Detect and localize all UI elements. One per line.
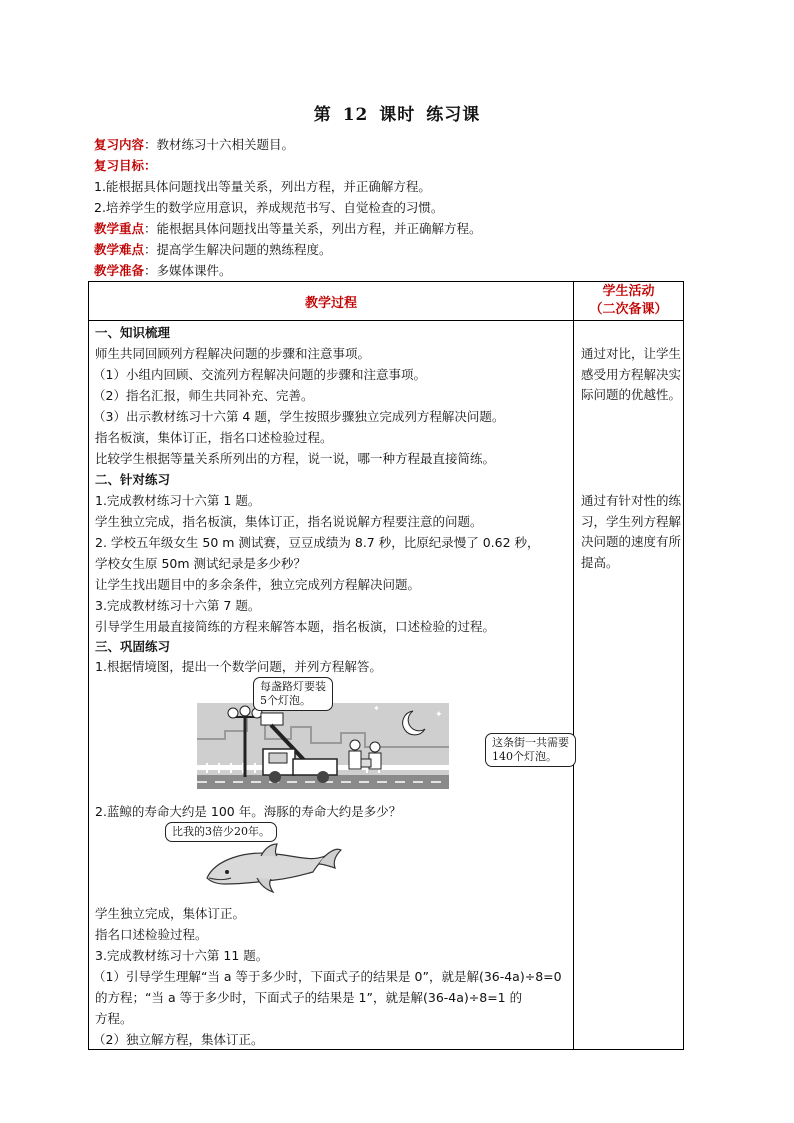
text-line: 师生共同回顾列方程解决问题的步骤和注意事项。 — [95, 346, 371, 361]
header-divider — [89, 320, 683, 321]
text-line: 1.完成教材练习十六第 1 题。 — [95, 493, 261, 508]
header-second-prep: （二次备课） — [589, 302, 668, 317]
goal-1: 1.能根据具体问题找出等量关系，列出方程，并正确解方程。 — [94, 179, 431, 194]
difficulty: ：提高学生解决问题的熟练程度。 — [144, 242, 332, 257]
text-line: 指名板演，集体订正，指名口述检验过程。 — [95, 430, 333, 445]
text-line: 2. 学校五年级女生 50 m 测试赛，豆豆成绩为 8.7 秒，比原纪录慢了 0.62 秒， — [95, 535, 540, 550]
header-teaching-process: 教学过程 — [304, 295, 357, 311]
student-activity-note-1: 通过对比，让学生感受用方程解决实际问题的优越性。 — [581, 346, 682, 402]
difficulty-label: 教学难点 — [94, 242, 145, 257]
text-line: 学生独立完成，指名板演，集体订正，指名说说解方程要注意的问题。 — [95, 514, 483, 529]
svg-text:✦: ✦ — [435, 710, 443, 720]
text-line: 的方程；“当 a 等于多少时，下面式子的结果是 1”，就是解(36-4a)÷8=1 的 — [95, 990, 523, 1005]
text-line: 指名口述检验过程。 — [95, 927, 208, 942]
text-line: 1.根据情境图，提出一个数学问题，并列方程解答。 — [95, 659, 382, 674]
section-heading: 一、知识梳理 — [95, 325, 171, 340]
lamp-bubble-line-2: 5个灯泡。 — [260, 694, 311, 707]
lamp-speech-bubble — [253, 677, 333, 711]
text-line: 2.蓝鲸的寿命大约是 100 年。海豚的寿命大约是多少？ — [95, 804, 402, 819]
lesson-table — [88, 281, 684, 1050]
text-line: 学生独立完成，集体订正。 — [95, 906, 246, 921]
text-line: 3.完成教材练习十六第 7 题。 — [95, 598, 261, 613]
text-line: （2）独立解方程，集体订正。 — [93, 1032, 264, 1047]
text-line: （2）指名汇报，师生共同补充、完善。 — [93, 388, 314, 403]
student-activity-note-2: 通过有针对性的练习，学生列方程解决问题的速度有所提高。 — [581, 493, 682, 570]
review-content-row — [94, 134, 694, 155]
street-bubble-line-2: 140个灯泡。 — [492, 750, 557, 763]
street-bubble-line-1: 这条街一共需要 — [492, 736, 569, 749]
review-content: ：教材练习十六相关题目。 — [144, 137, 295, 152]
text-line: 方程。 — [95, 1011, 133, 1026]
review-goal-colon: ： — [144, 158, 157, 173]
street-speech-bubble — [485, 733, 576, 767]
text-line: 比较学生根据等量关系所列出的方程，说一说，哪一种方程最直接简练。 — [95, 451, 496, 466]
prep-label: 教学准备 — [94, 263, 145, 278]
difficulty-row — [94, 239, 694, 260]
svg-text:✦: ✦ — [373, 704, 380, 713]
review-goal-label: 复习目标 — [94, 158, 145, 173]
text-line: （1）小组内回顾、交流列方程解决问题的步骤和注意事项。 — [93, 367, 426, 382]
review-content-label: 复习内容 — [94, 137, 145, 152]
header-student-activity-title: 学生活动 — [602, 284, 655, 299]
text-line: 学校女生原 50m 测试纪录是多少秒？ — [95, 556, 307, 571]
page-title: 第 12 课时 练习课 — [313, 105, 481, 125]
section-heading: 三、巩固练习 — [95, 639, 171, 654]
text-line: （1）引导学生理解“当 a 等于多少时，下面式子的结果是 0”，就是解(36-4a)÷8=0 — [93, 969, 562, 984]
header-student-activity — [574, 282, 683, 320]
key-point: ：能根据具体问题找出等量关系，列出方程，并正确解方程。 — [144, 221, 482, 236]
text-line: （3）出示教材练习十六第 4 题，学生按照步骤独立完成列方程解决问题。 — [93, 409, 505, 424]
dolphin-image — [165, 822, 385, 897]
prep: ：多媒体课件。 — [144, 263, 232, 278]
review-goal-row — [94, 155, 694, 176]
svg-text:✦: ✦ — [455, 728, 462, 737]
prep-row — [94, 260, 694, 281]
lesson-meta — [94, 134, 694, 281]
column-divider — [573, 282, 574, 1049]
section-heading: 二、针对练习 — [95, 472, 171, 487]
key-point-label: 教学重点 — [94, 221, 145, 236]
text-line: 3.完成教材练习十六第 11 题。 — [95, 948, 269, 963]
lamp-bubble-line-1: 每盏路灯要装 — [260, 680, 326, 693]
text-line: 让学生找出题目中的多余条件，独立完成列方程解决问题。 — [95, 577, 421, 592]
street-lamp-illustration — [167, 677, 587, 795]
dolphin-illustration — [165, 822, 385, 897]
dolphin-speech-bubble: 比我的3倍少20年。 — [165, 822, 277, 842]
goal-2: 2.培养学生的数学应用意识，养成规范书写、自觉检查的习惯。 — [94, 200, 444, 215]
key-point-row — [94, 218, 694, 239]
text-line: 引导学生用最直接简练的方程来解答本题，指名板演，口述检验的过程。 — [95, 619, 496, 634]
